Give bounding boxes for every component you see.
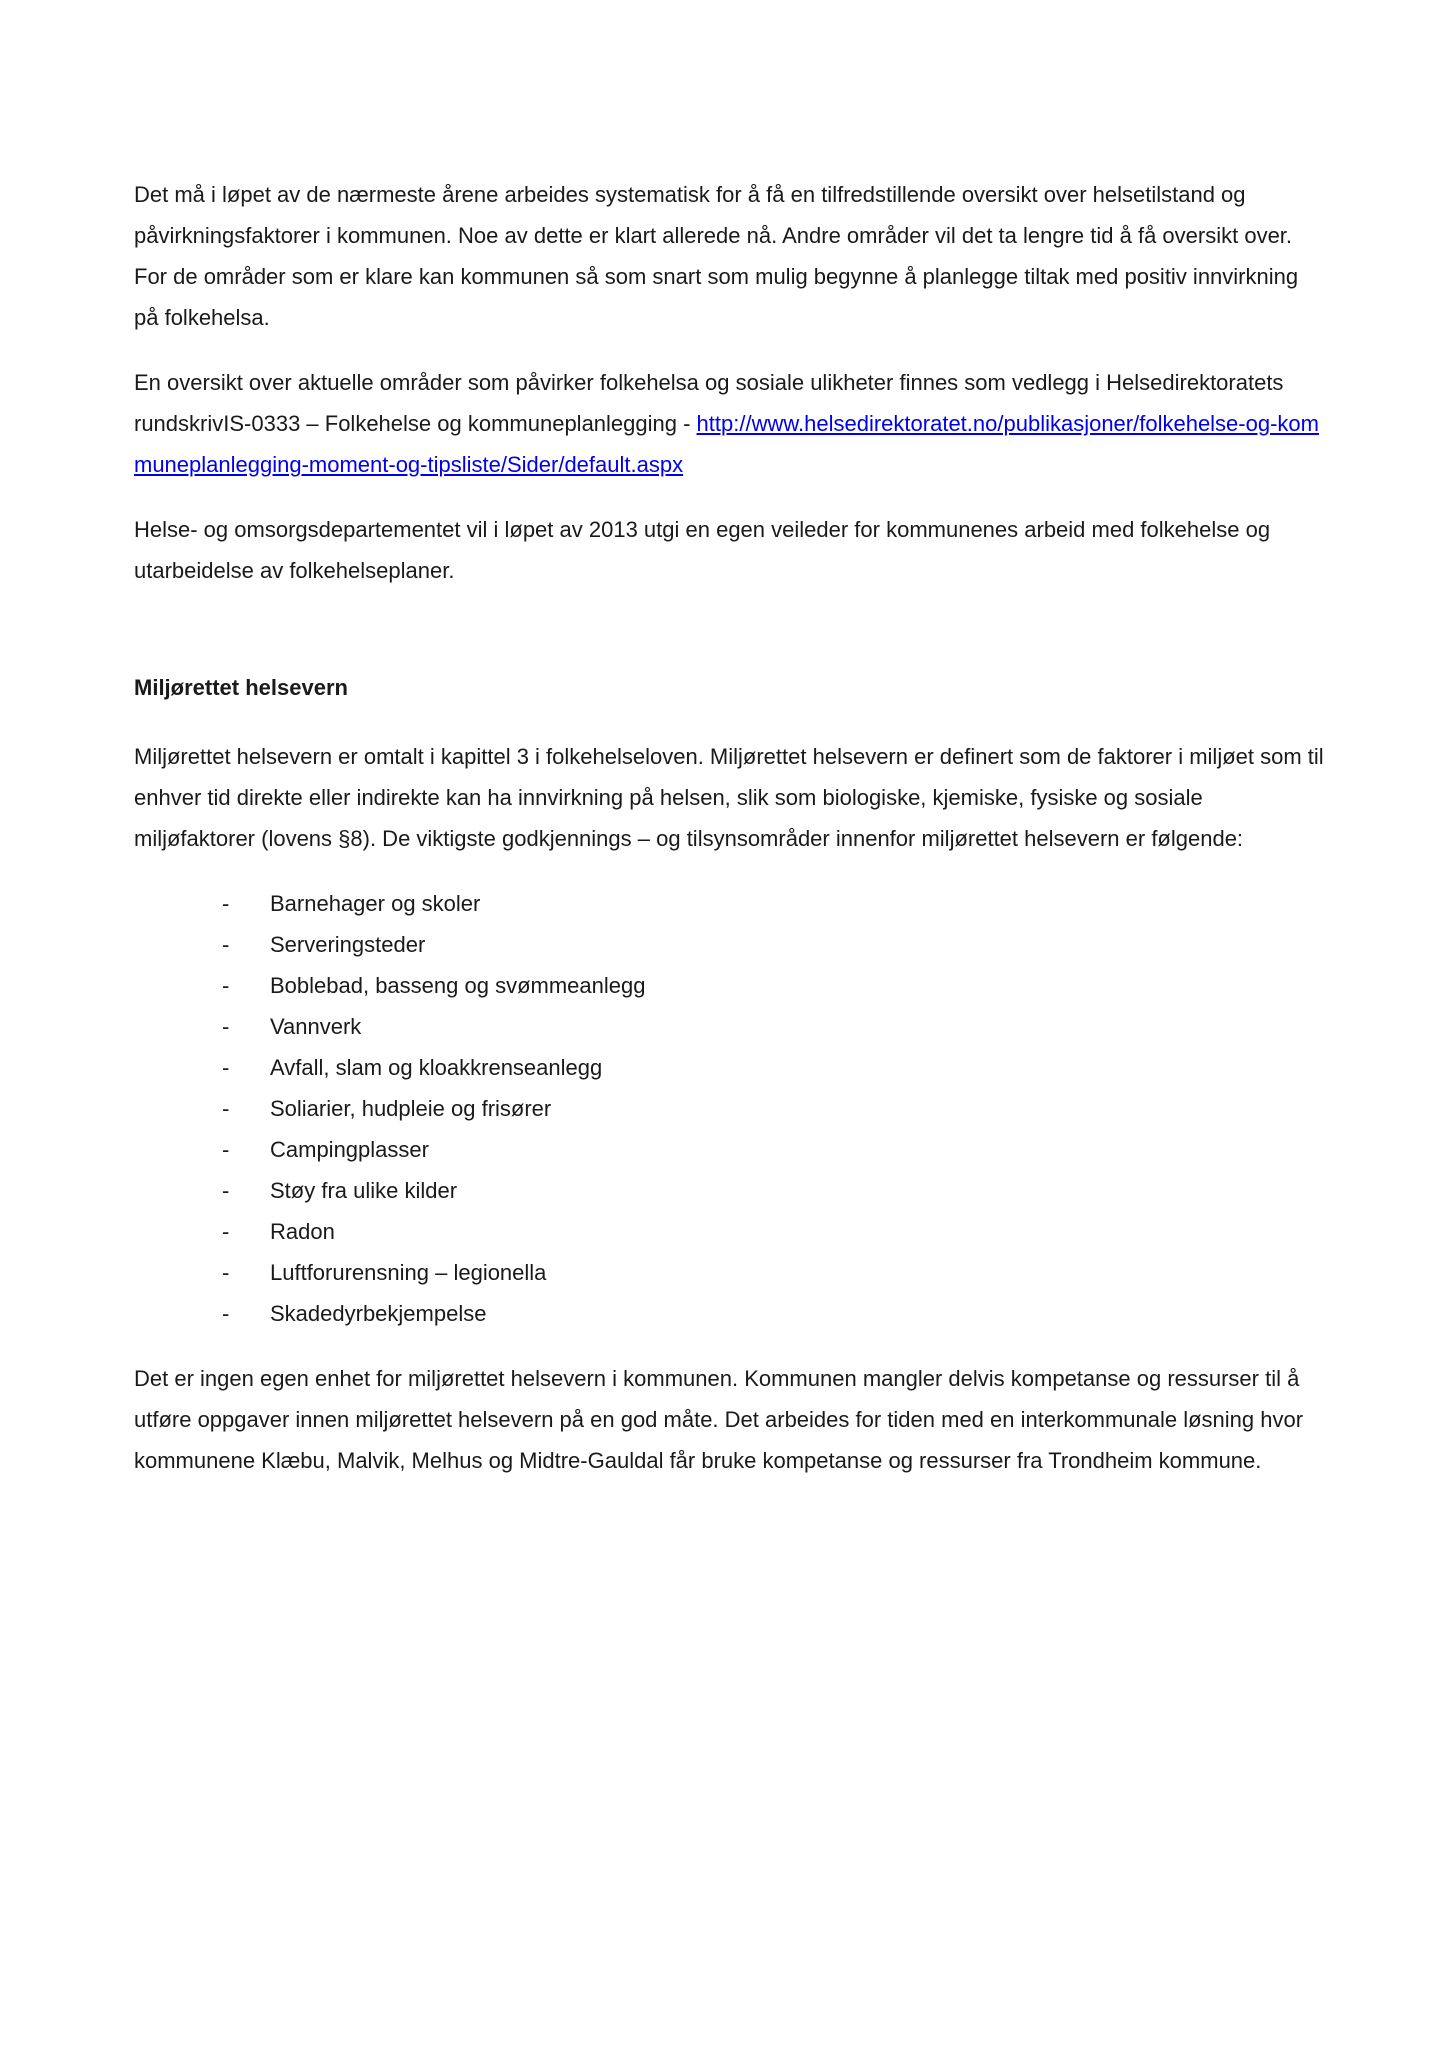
list-item-label: Barnehager og skoler	[270, 891, 481, 916]
bullet-dash: -	[222, 1301, 230, 1326]
list-item	[134, 965, 1324, 1006]
list-item	[134, 883, 1324, 924]
list-item-label: Skadedyrbekjempelse	[270, 1301, 487, 1326]
list-item-label: Boblebad, basseng og svømmeanlegg	[270, 973, 646, 998]
helsedirektoratet-link[interactable]: http://www.helsedirektoratet.no/publikasjoner/folkehelse-og-kommuneplanlegging-moment-og-tipsliste/Sider/default.aspx	[134, 411, 1319, 477]
bullet-dash: -	[222, 1096, 230, 1121]
section-heading-miljorettet-helsevern: Miljørettet helsevern	[134, 675, 348, 700]
bullet-dash: -	[222, 1178, 230, 1203]
paragraph-miljorettet-definisjon: Miljørettet helsevern er omtalt i kapittel 3 i folkehelseloven. Miljørettet helsevern er definert som de faktorer i miljøet som til enhver tid direkte eller indirekte kan ha innvirkning på helsen, slik som biologiske, kjemiske, fysiske og sosiale miljøfaktorer (lovens §8). De viktigste godkjennings – og tilsynsområder innenfor miljørettet helsevern er følgende:	[134, 744, 1324, 851]
paragraph-systematic-overview: Det må i løpet av de nærmeste årene arbeides systematisk for å få en tilfredstillende oversikt over helsetilstand og påvirkningsfaktorer i kommunen. Noe av dette er klart allerede nå. Andre områder vil det ta lengre tid å få oversikt over. For de områder som er klare kan kommunen så som snart som mulig begynne å planlegge tiltak med positiv innvirkning på folkehelsa.	[134, 182, 1299, 330]
bullet-dash: -	[222, 973, 230, 998]
list-item	[134, 1293, 1324, 1334]
list-item	[134, 1211, 1324, 1252]
list-item	[134, 1129, 1324, 1170]
list-item-label: Soliarier, hudpleie og frisører	[270, 1096, 552, 1121]
list-item	[134, 1047, 1324, 1088]
bullet-dash: -	[222, 1260, 230, 1285]
bullet-dash: -	[222, 891, 230, 916]
list-item	[134, 1170, 1324, 1211]
list-item-label: Avfall, slam og kloakkrenseanlegg	[270, 1055, 603, 1080]
list-item-label: Luftforurensning – legionella	[270, 1260, 547, 1285]
list-item-label: Vannverk	[270, 1014, 362, 1039]
list-item	[134, 1088, 1324, 1129]
document-content	[134, 174, 1324, 1481]
list-item	[134, 924, 1324, 965]
bullet-dash: -	[222, 932, 230, 957]
list-item-label: Radon	[270, 1219, 335, 1244]
list-item-label: Campingplasser	[270, 1137, 429, 1162]
paragraph-helsedirektoratet	[134, 362, 1324, 485]
paragraph-veileder-2013: Helse- og omsorgsdepartementet vil i løpet av 2013 utgi en egen veileder for kommunenes arbeid med folkehelse og utarbeidelse av folkehelseplaner.	[134, 517, 1271, 583]
list-item	[134, 1252, 1324, 1293]
bullet-dash: -	[222, 1137, 230, 1162]
paragraph-helsedirektoratet-text: En oversikt over aktuelle områder som påvirker folkehelsa og sosiale ulikheter finnes som vedlegg i Helsedirektoratets rundskrivIS-0333 – Folkehelse og kommuneplanlegging -	[134, 370, 1284, 436]
bullet-dash: -	[222, 1014, 230, 1039]
list-item-label: Serveringsteder	[270, 932, 426, 957]
bullet-dash: -	[222, 1055, 230, 1080]
paragraph-interkommunal-losning: Det er ingen egen enhet for miljørettet helsevern i kommunen. Kommunen mangler delvis kompetanse og ressurser til å utføre oppgaver innen miljørettet helsevern på en god måte. Det arbeides for tiden med en interkommunale løsning hvor kommunene Klæbu, Malvik, Melhus og Midtre-Gauldal får bruke kompetanse og ressurser fra Trondheim kommune.	[134, 1366, 1304, 1473]
inspection-areas-list	[134, 883, 1324, 1334]
bullet-dash: -	[222, 1219, 230, 1244]
list-item	[134, 1006, 1324, 1047]
list-item-label: Støy fra ulike kilder	[270, 1178, 458, 1203]
